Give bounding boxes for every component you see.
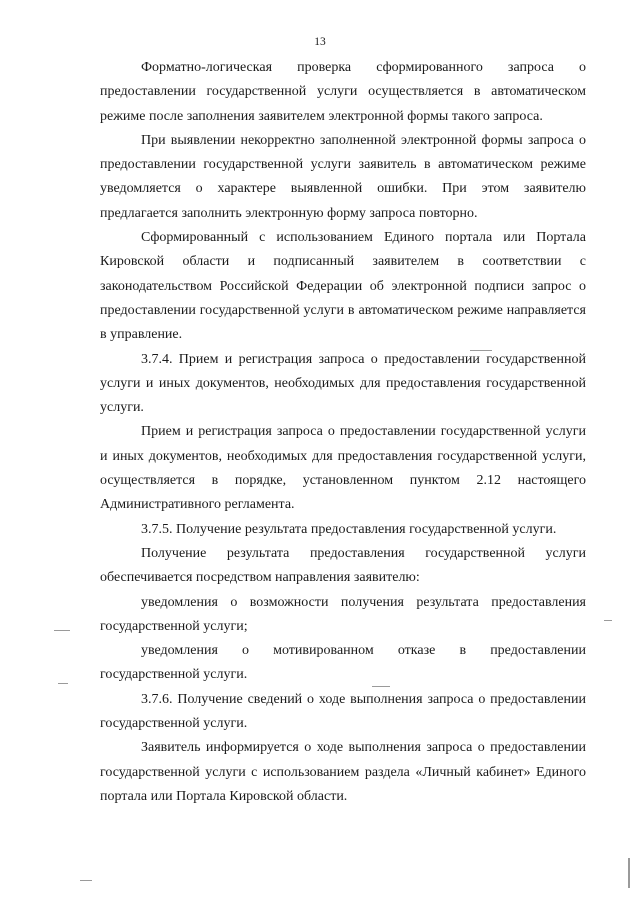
- section-heading-3-7-4: 3.7.4. Прием и регистрация запроса о предоставлении государственной услуги и иных документов, необходимых для предоставления государственной услуги.: [100, 351, 586, 416]
- paragraph-result-delivery: Получение результата предоставления государственной услуги обеспечивается посредством направления заявителю:: [100, 545, 586, 586]
- paragraph-format-check: Форматно-логическая проверка сформированного запроса о предоставлении государственной услуги осуществляется в автоматическом режиме после заполнения заявителем электронной формы такого запроса.: [100, 60, 586, 124]
- scan-artifact: [604, 620, 612, 621]
- page-number: 13: [314, 36, 326, 48]
- document-body: [100, 56, 586, 809]
- paragraph-request-submission: Сформированный с использованием Единого портала или Портала Кировской области и подписанный заявителем в соответствии с законодательством Российской Федерации об электронной подписи запрос о предоставлении государственной услуги в автоматическом режиме направляется в управление.: [100, 230, 586, 343]
- scan-artifact: [58, 683, 68, 684]
- section-heading-3-7-6: 3.7.6. Получение сведений о ходе выполнения запроса о предоставлении государственной услуги.: [100, 691, 586, 732]
- section-heading-3-7-5: 3.7.5. Получение результата предоставления государственной услуги.: [141, 521, 557, 537]
- paragraph-error-notification: При выявлении некорректно заполненной электронной формы запроса о предоставлении государственной услуги заявитель в автоматическом режиме уведомляется о характере выявленной ошибки. При этом заявителю предлагается заполнить электронную форму запроса повторно.: [100, 132, 586, 221]
- paragraph-status-information: Заявитель информируется о ходе выполнения запроса о предоставлении государственной услуги с использованием раздела «Личный кабинет» Единого портала или Портала Кировской области.: [100, 740, 586, 804]
- list-item-result-ready: уведомления о возможности получения результата предоставления государственной услуги;: [100, 594, 586, 634]
- scan-artifact: [80, 880, 92, 881]
- scan-artifact: [372, 686, 390, 687]
- scan-artifact: [54, 630, 70, 631]
- paragraph-request-registration: Прием и регистрация запроса о предоставлении государственной услуги и иных документов, необходимых для предоставления государственной услуги, осуществляется в порядке, установленном пунктом 2.12 настоящего Административного регламента.: [100, 424, 586, 513]
- scan-artifact: [470, 350, 492, 351]
- scan-artifact: [628, 858, 630, 888]
- list-item-refusal: уведомления о мотивированном отказе в предоставлении государственной услуги.: [100, 643, 586, 683]
